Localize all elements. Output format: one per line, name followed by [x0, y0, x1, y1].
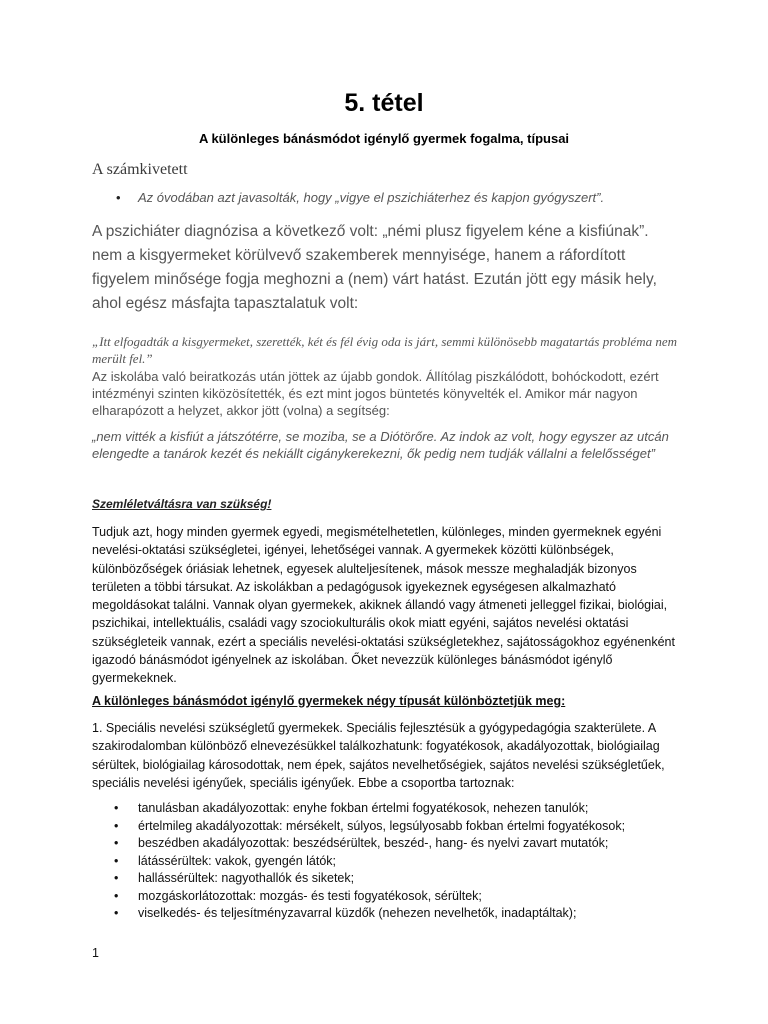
list-item	[114, 800, 694, 818]
bullet-icon: •	[114, 906, 119, 920]
bullet-quote-text: Az óvodában azt javasolták, hogy „vigye el pszichiáterhez és kapjon gyógyszert”.	[138, 190, 605, 205]
list-item-text: mozgáskorlátozottak: mozgás- és testi fogyatékosok, sérültek;	[138, 888, 482, 903]
bullet-icon: •	[114, 871, 119, 885]
school-quote: „nem vitték a kisfiút a játszótérre, se moziba, se a Diótörőre. Az indok az volt, hogy egyszer az utcán elengedte a tanárok kezét és nekiállt cigánykerekezni, ők pedig nem tudják vállalni a felelősséget”	[92, 429, 669, 461]
list-item	[114, 870, 694, 888]
page-title: 5. tétel	[344, 89, 424, 117]
list-item	[114, 818, 694, 836]
list-item-text: látássérültek: vakok, gyengén látók;	[138, 853, 337, 868]
bullet-icon: •	[114, 853, 119, 868]
bullet-quote	[116, 188, 676, 208]
list-item	[114, 905, 694, 923]
page-subtitle: A különleges bánásmódot igénylő gyermek fogalma, típusai	[198, 131, 570, 146]
page-number: 1	[92, 946, 99, 960]
types-heading: A különleges bánásmódot igénylő gyermekek négy típusát különböztetjük meg:	[92, 694, 566, 708]
list-item-text: beszédben akadályozottak: beszédsérültek, beszéd-, hang- és nyelvi zavart mutatók;	[138, 836, 609, 850]
list-item-text: hallássérültek: nagyothallók és siketek;	[138, 871, 355, 885]
list-item-text: tanulásban akadályozottak: enyhe fokban értelmi fogyatékosok, nehezen tanulók;	[138, 801, 589, 815]
bullet-icon: •	[114, 818, 119, 833]
list-item-text: viselkedés- és teljesítményzavarral küzdők (nehezen nevelhetők, inadaptáltak);	[138, 906, 577, 920]
list-item	[114, 888, 694, 906]
list-item	[114, 835, 694, 853]
list-item	[114, 853, 694, 871]
section-heading: A számkivetett	[92, 161, 188, 178]
diagnosis-paragraph: A pszichiáter diagnózisa a következő volt: „némi plusz figyelem kéne a kisfiúnak”. nem a kisgyermeket körülvevő szakemberek mennyisége, hanem a ráfordított figyelem minősége fogja meghozni a (nem) várt hatást. Ezután jött egy másik hely, ahol egész másfajta tapasztalatuk volt:	[92, 223, 657, 312]
bullet-icon: •	[114, 801, 119, 815]
bullet-icon: •	[114, 836, 119, 850]
list-item-text: értelmileg akadályozottak: mérsékelt, súlyos, legsúlyosabb fokban értelmi fogyatékosok;	[138, 818, 626, 833]
acceptance-quote: „Itt elfogadták a kisgyermeket, szerették, két és fél évig oda is járt, semmi különösebb magatartás probléma nem merült fel.”	[92, 334, 677, 366]
bullet-icon: •	[116, 190, 121, 205]
body-paragraph: Tudjuk azt, hogy minden gyermek egyedi, megismételhetetlen, különleges, minden gyermeknek egyéni nevelési-oktatási szükségletei, igényei, lehetőségei vannak. A gyermekek közötti különbségek, különbözőségek óriásiak lehetnek, egyesek alulteljesítenek, mások messze meghaladják bizonyos területen a többi társukat. Az iskolákban a pedagógusok igyekeznek egységesen alkalmazható megoldásokat találni. Vannak olyan gyermekek, akiknek állandó vagy átmeneti jelleggel fizikai, biológiai, pszichikai, intellektuális, családi vagy szociokulturális okok miatt egyéni, sajátos nevelési oktatási szükségleteik vannak, ezért a speciális nevelési-oktatási szükségletekhez, sajátosságokhoz egyénenként igazodó bánásmódot igényelnek az iskolában. Őket nevezzük különleges bánásmódot igénylő gyermekeknek.	[92, 525, 675, 686]
sub-heading: Szemléletváltásra van szükség!	[92, 497, 272, 511]
school-paragraph: Az iskolába való beiratkozás után jöttek az újabb gondok. Állítólag piszkálódott, bohóckodott, ezért intézményi szinten kiközösítették, és ezt mint jogos büntetés könyvelték el. Amikor már nagyon elharapózott a helyzet, akkor jött (volna) a segítség:	[92, 369, 659, 418]
bullet-icon: •	[114, 888, 119, 903]
types-paragraph: 1. Speciális nevelési szükségletű gyermekek. Speciális fejlesztésük a gyógypedagógia szakterülete. A szakirodalomban különböző elnevezésükkel találkozhatunk: fogyatékosok, akadályozottak, biológiailag sérültek, biológiailag károsodottak, nem épek, sajátos nevelhetőségiek, sajátos nevelési szükségletűek, speciális nevelési igényűek, speciális igényűek. Ebbe a csoportba tartoznak:	[92, 721, 665, 790]
types-list	[114, 800, 694, 923]
